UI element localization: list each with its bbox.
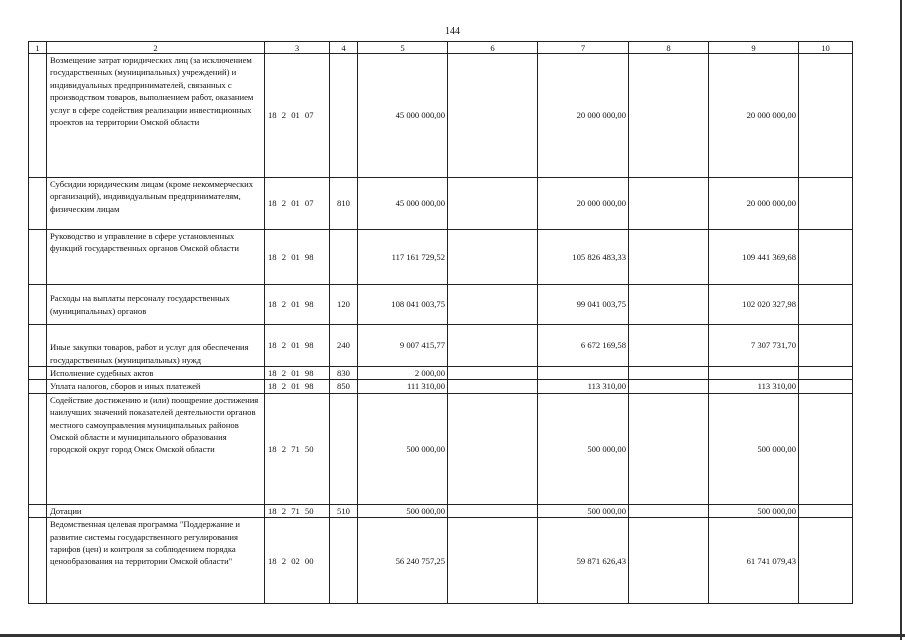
- row-number-cell: [29, 380, 47, 393]
- amount-cell: [448, 285, 538, 325]
- row-number-cell: [29, 518, 47, 604]
- target-code-cell: 18 2 01 98: [265, 380, 330, 393]
- expense-type-cell: [330, 54, 358, 178]
- amount-cell: 2 000,00: [358, 367, 448, 380]
- column-header: 1: [29, 42, 47, 54]
- expense-name-cell: Исполнение судебных актов: [47, 367, 265, 380]
- scan-bottom-edge: [0, 634, 905, 637]
- table-row: [29, 285, 853, 325]
- amount-cell: [448, 325, 538, 367]
- expense-type-cell: 830: [330, 367, 358, 380]
- amount-cell: [799, 178, 853, 230]
- amount-cell: 20 000 000,00: [538, 54, 629, 178]
- expense-type-cell: 120: [330, 285, 358, 325]
- amount-cell: 9 007 415,77: [358, 325, 448, 367]
- amount-cell: 45 000 000,00: [358, 178, 448, 230]
- amount-cell: 20 000 000,00: [538, 178, 629, 230]
- expense-type-cell: [330, 393, 358, 504]
- amount-cell: 500 000,00: [358, 393, 448, 504]
- column-header: 9: [709, 42, 799, 54]
- amount-cell: 20 000 000,00: [709, 54, 799, 178]
- target-code-cell: 18 2 71 50: [265, 393, 330, 504]
- expense-name-cell: Возмещение затрат юридических лиц (за исключением государственных (муниципальных) учреждений) и индивидуальных предпринимателей, связанных с производством товаров, выполнением работ, оказанием услуг в сфере содействия реализации инвестиционных проектов на территории Омской области: [47, 54, 265, 178]
- expense-name-cell: Иные закупки товаров, работ и услуг для обеспечения государственных (муниципальных) нужд: [47, 325, 265, 367]
- amount-cell: [629, 393, 709, 504]
- row-number-cell: [29, 178, 47, 230]
- expense-name-cell: Дотации: [47, 504, 265, 517]
- amount-cell: 500 000,00: [709, 504, 799, 517]
- amount-cell: 500 000,00: [538, 393, 629, 504]
- amount-cell: [629, 367, 709, 380]
- row-number-cell: [29, 367, 47, 380]
- amount-cell: [448, 380, 538, 393]
- target-code-cell: 18 2 01 98: [265, 230, 330, 285]
- amount-cell: [629, 285, 709, 325]
- amount-cell: 113 310,00: [709, 380, 799, 393]
- expense-type-cell: [330, 230, 358, 285]
- amount-cell: [709, 367, 799, 380]
- amount-cell: [629, 518, 709, 604]
- expense-name-cell: Руководство и управление в сфере установленных функций государственных органов Омской области: [47, 230, 265, 285]
- column-header: 3: [265, 42, 330, 54]
- amount-cell: [799, 285, 853, 325]
- amount-cell: [448, 367, 538, 380]
- amount-cell: 20 000 000,00: [709, 178, 799, 230]
- amount-cell: 7 307 731,70: [709, 325, 799, 367]
- row-number-cell: [29, 504, 47, 517]
- column-header: 7: [538, 42, 629, 54]
- row-number-cell: [29, 285, 47, 325]
- table-row: [29, 367, 853, 380]
- amount-cell: [799, 325, 853, 367]
- amount-cell: [448, 518, 538, 604]
- target-code-cell: 18 2 01 98: [265, 367, 330, 380]
- amount-cell: 500 000,00: [538, 504, 629, 517]
- amount-cell: [448, 504, 538, 517]
- table-row: [29, 230, 853, 285]
- amount-cell: [538, 367, 629, 380]
- target-code-cell: 18 2 02 00: [265, 518, 330, 604]
- column-header: 4: [330, 42, 358, 54]
- expense-type-cell: 810: [330, 178, 358, 230]
- amount-cell: 109 441 369,68: [709, 230, 799, 285]
- amount-cell: 56 240 757,25: [358, 518, 448, 604]
- amount-cell: 61 741 079,43: [709, 518, 799, 604]
- amount-cell: [629, 230, 709, 285]
- scan-right-edge: [900, 0, 902, 640]
- amount-cell: [629, 54, 709, 178]
- expense-name-cell: Субсидии юридическим лицам (кроме некоммерческих организаций), индивидуальным предпринимателям, физическим лицам: [47, 178, 265, 230]
- amount-cell: 500 000,00: [709, 393, 799, 504]
- amount-cell: [448, 230, 538, 285]
- amount-cell: 99 041 003,75: [538, 285, 629, 325]
- amount-cell: [629, 178, 709, 230]
- amount-cell: [799, 367, 853, 380]
- amount-cell: [629, 325, 709, 367]
- table-row: [29, 380, 853, 393]
- amount-cell: 6 672 169,58: [538, 325, 629, 367]
- row-number-cell: [29, 393, 47, 504]
- table-row: [29, 393, 853, 504]
- amount-cell: 108 041 003,75: [358, 285, 448, 325]
- column-header: 2: [47, 42, 265, 54]
- amount-cell: 500 000,00: [358, 504, 448, 517]
- amount-cell: 117 161 729,52: [358, 230, 448, 285]
- table-row: [29, 54, 853, 178]
- amount-cell: [799, 54, 853, 178]
- table-row: [29, 178, 853, 230]
- target-code-cell: 18 2 71 50: [265, 504, 330, 517]
- column-header: 5: [358, 42, 448, 54]
- expense-name-cell: Уплата налогов, сборов и иных платежей: [47, 380, 265, 393]
- amount-cell: [799, 380, 853, 393]
- amount-cell: [799, 518, 853, 604]
- amount-cell: 111 310,00: [358, 380, 448, 393]
- target-code-cell: 18 2 01 07: [265, 178, 330, 230]
- budget-table: [28, 41, 853, 604]
- table-row: [29, 518, 853, 604]
- row-number-cell: [29, 325, 47, 367]
- page-number: 144: [445, 26, 460, 37]
- amount-cell: [629, 380, 709, 393]
- expense-type-cell: 240: [330, 325, 358, 367]
- row-number-cell: [29, 54, 47, 178]
- amount-cell: [799, 504, 853, 517]
- amount-cell: 105 826 483,33: [538, 230, 629, 285]
- expense-name-cell: Расходы на выплаты персоналу государственных (муниципальных) органов: [47, 285, 265, 325]
- amount-cell: [629, 504, 709, 517]
- expense-name-cell: Ведомственная целевая программа "Поддержание и развитие системы государственного регулирования тарифов (цен) и контроля за соблюдением порядка ценообразования на территории Омской области": [47, 518, 265, 604]
- column-header: 10: [799, 42, 853, 54]
- expense-type-cell: 850: [330, 380, 358, 393]
- amount-cell: [448, 393, 538, 504]
- amount-cell: [448, 54, 538, 178]
- amount-cell: [448, 178, 538, 230]
- target-code-cell: 18 2 01 07: [265, 54, 330, 178]
- row-number-cell: [29, 230, 47, 285]
- target-code-cell: 18 2 01 98: [265, 325, 330, 367]
- amount-cell: 59 871 626,43: [538, 518, 629, 604]
- expense-type-cell: 510: [330, 504, 358, 517]
- table-row: [29, 504, 853, 517]
- column-header: 6: [448, 42, 538, 54]
- amount-cell: 102 020 327,98: [709, 285, 799, 325]
- amount-cell: [799, 393, 853, 504]
- expense-type-cell: [330, 518, 358, 604]
- target-code-cell: 18 2 01 98: [265, 285, 330, 325]
- table-row: [29, 325, 853, 367]
- amount-cell: [799, 230, 853, 285]
- expense-name-cell: Содействие достижению и (или) поощрение достижения наилучших значений показателей деятельности органов местного самоуправления муниципальных районов Омской области и муниципального образования городской округ город Омск Омской области: [47, 393, 265, 504]
- column-number-row: [29, 42, 853, 54]
- amount-cell: 45 000 000,00: [358, 54, 448, 178]
- column-header: 8: [629, 42, 709, 54]
- amount-cell: 113 310,00: [538, 380, 629, 393]
